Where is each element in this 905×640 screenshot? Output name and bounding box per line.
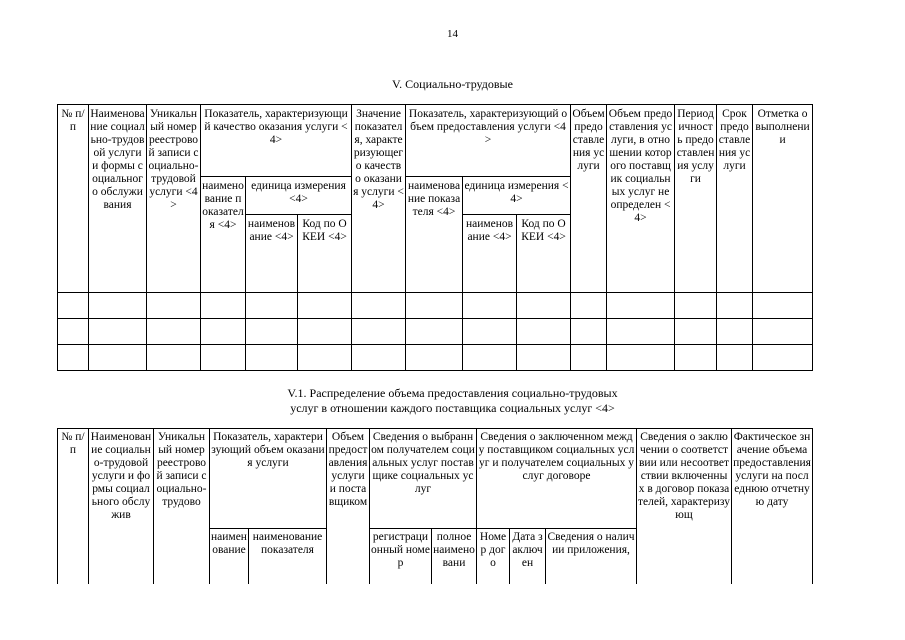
social-labor-services-table	[57, 104, 813, 371]
col-header-quality-value: Значение показателя, характеризующего качество оказания услуги <4>	[352, 105, 406, 293]
col-header-volume-unit: единица измерения <4>	[463, 177, 571, 215]
col-header-volume-indicator: Показатель, характеризующий объем предоставления услуги <4>	[406, 105, 571, 177]
col-header-volume-unit-okei: Код по ОКЕИ <4>	[517, 215, 571, 293]
col-header-quality-unit-okei: Код по ОКЕИ <4>	[298, 215, 352, 293]
col-header-completion-mark: Отметка о выполнении	[753, 105, 813, 293]
col-header-registry-number: Уникальный номер реестровой записи социально-трудовой услуги <4>	[147, 105, 201, 293]
col-header-quality-indicator-name: наименование показателя <4>	[201, 177, 246, 293]
table-row	[58, 345, 813, 371]
col-header-provider-volume: Объем предоставления услуги и поставщиком	[327, 429, 370, 585]
col-header-provider-reg-number: регистрационный номер	[370, 529, 432, 585]
col-header-actual-value: Фактическое значение объема предоставления услуги на последнюю отчетную дату	[732, 429, 813, 585]
col-header-quality-unit-name: наименование <4>	[246, 215, 298, 293]
col-header-volume-undetermined: Объем предоставления услуги, в отношении которого поставщик социальных услуг не определен <4>	[607, 105, 675, 293]
page-number: 14	[447, 28, 458, 40]
table-row	[58, 319, 813, 345]
distribution-table	[57, 428, 813, 584]
subsection-title-line2: услуг в отношении каждого поставщика социальных услуг <4>	[290, 401, 615, 415]
col-header-service-name: Наименование социально-трудовой услуги и формы социального обслужив	[89, 429, 154, 585]
col-header-conclusion-info: Сведения о заключении о соответствии или несоответствии включенных в договор показателей, характеризующ	[637, 429, 732, 585]
table-row	[58, 293, 813, 319]
col-header-volume-name: наименование	[210, 529, 249, 585]
col-header-contract-appendix: Сведения о наличии приложения,	[546, 529, 637, 585]
col-header-provider-full-name: полное наименовани	[432, 529, 477, 585]
col-header-term: Срок предоставления услуги	[717, 105, 753, 293]
col-header-registry-number: Уникальный номер реестровой записи социально-трудово	[154, 429, 210, 585]
col-header-service-name: Наименование социально-трудовой услуги и формы социального обслуживания	[89, 105, 147, 293]
col-header-contract-date: Дата заключен	[510, 529, 546, 585]
col-header-num: № п/п	[58, 429, 89, 585]
col-header-chosen-provider: Сведения о выбранном получателем социальных услуг поставщике социальных услуг	[370, 429, 477, 529]
col-header-quality-unit: единица измерения <4>	[246, 177, 352, 215]
section-title: V. Социально-трудовые	[392, 77, 513, 91]
col-header-volume-indicator-name: наименование показателя	[249, 529, 327, 585]
col-header-quality-indicator: Показатель, характеризующий качество оказания услуги <4>	[201, 105, 352, 177]
col-header-volume-amount: Объем предоставления услуги	[571, 105, 607, 293]
col-header-periodicity: Периодичность предоставления услуги	[675, 105, 717, 293]
col-header-contract-info: Сведения о заключенном между поставщиком социальных услуг и получателем социальных услуг договоре	[477, 429, 637, 529]
col-header-volume-indicator-name: наименование показателя <4>	[406, 177, 463, 293]
col-header-num: № п/п	[58, 105, 89, 293]
col-header-volume-unit-name: наименование <4>	[463, 215, 517, 293]
col-header-contract-number: Номер дого	[477, 529, 510, 585]
col-header-volume-indicator: Показатель, характеризующий объем оказания услуги	[210, 429, 327, 529]
subsection-title-line1: V.1. Распределение объема предоставления социально-трудовых	[287, 386, 618, 400]
